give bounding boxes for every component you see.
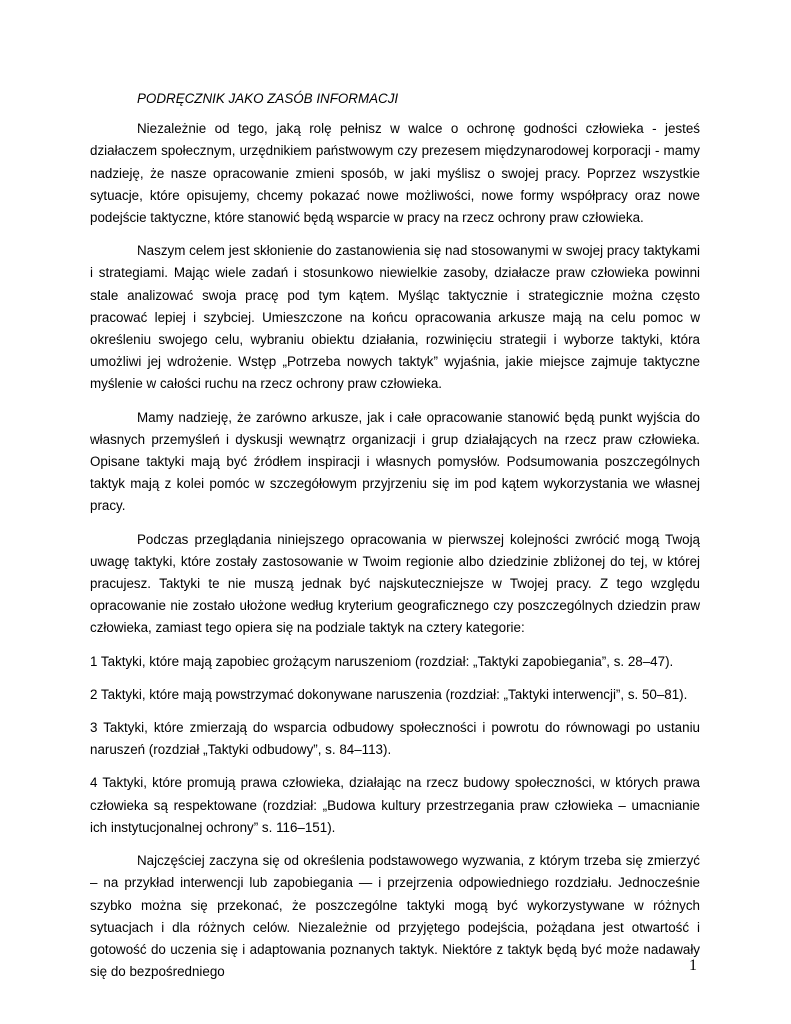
- section-title: PODRĘCZNIK JAKO ZASÓB INFORMACJI: [137, 91, 399, 106]
- list-item: 1 Taktyki, które mają zapobiec grożącym naruszeniom (rozdział: „Taktyki zapobiegania”, s. 28–47).: [90, 653, 674, 669]
- paragraph-hope: Mamy nadzieję, że zarówno arkusze, jak i całe opracowanie stanowić będą punkt wyjścia do własnych przemyśleń i dyskusji wewnątrz organizacji i grup działających na rzecz praw człowieka. Opisane taktyki mają być źródłem inspiracji i własnych pomysłów. Podsumowania poszczególnych taktyk mają z kolei pomóc w szczegółowym przyjrzeniu się im pod kątem wykorzystania we własnej pracy.: [90, 409, 700, 514]
- paragraph-closing: Najczęściej zaczyna się od określenia podstawowego wyzwania, z którym trzeba się zmierzyć – na przykład interwencji lub zapobiegania — i przejrzenia odpowiedniego rozdziału. Jednocześnie szybko można się przekonać, że poszczególne taktyki mogą być wykorzystywane w różnych sytuacjach i dla różnych celów. Niezależnie od przyjętego podejścia, pożądana jest otwartość i gotowość do uczenia się i adaptowania poznanych taktyk. Niektóre z taktyk będą być może nadawały się do bezpośredniego: [90, 853, 700, 980]
- list-item: 2 Taktyki, które mają powstrzymać dokonywane naruszenia (rozdział: „Taktyki interwencji”, s. 50–81).: [90, 686, 688, 702]
- list-item: 4 Taktyki, które promują prawa człowieka, działając na rzecz budowy społeczności, w których prawa człowieka są respektowane (rozdział: „Budowa kultury przestrzegania praw człowieka – umacnianie ich instytucjonalnej ochrony” s. 116–151).: [90, 775, 700, 835]
- list-item: 3 Taktyki, które zmierzają do wsparcia odbudowy społeczności i powrotu do równowagi po ustaniu naruszeń (rozdział „Taktyki odbudowy”, s. 84–113).: [90, 720, 700, 758]
- paragraph-intro: Niezależnie od tego, jaką rolę pełnisz w walce o ochronę godności człowieka - jesteś działaczem społecznym, urzędnikiem państwowym czy prezesem międzynarodowej korporacji - mamy nadzieję, że nasze opracowanie zmieni sposób, w jaki myślisz o swojej pracy. Poprzez wszystkie sytuacje, które opisujemy, chcemy pokazać nowe możliwości, nowe formy współpracy oraz nowe podejście taktyczne, które stanowić będą wsparcie w pracy na rzecz ochrony praw człowieka.: [90, 121, 700, 226]
- paragraph-goal: Naszym celem jest skłonienie do zastanowienia się nad stosowanymi w swojej pracy taktykami i strategiami. Mając wiele zadań i stosunkowo niewielkie zasoby, działacze praw człowieka powinni stale analizować swoja pracę pod tym kątem. Myśląc taktycznie i strategicznie można często pracować lepiej i szybciej. Umieszczone na końcu opracowania arkusze mają na celu pomoc w określeniu swojego celu, wybraniu obiektu działania, rozwinięciu strategii i wyborze taktyki, która umożliwi jej wdrożenie. Wstęp „Potrzeba nowych taktyk” wyjaśnia, jakie miejsce zajmuje taktyczne myślenie w całości ruchu na rzecz ochrony praw człowieka.: [90, 243, 700, 392]
- paragraph-structure: Podczas przeglądania niniejszego opracowania w pierwszej kolejności zwrócić mogą Twoją uwagę taktyki, które zostały zastosowanie w Twoim regionie albo dziedzinie zbliżonej do tej, w której pracujesz. Taktyki te nie muszą jednak być najskuteczniejsze w Twojej pracy. Z tego względu opracowanie nie zostało ułożone według kryterium geograficznego czy poszczególnych dziedzin praw człowieka, zamiast tego opiera się na podziale taktyk na cztery kategorie:: [90, 531, 700, 636]
- page-number: 1: [689, 957, 697, 974]
- document-page: [90, 88, 700, 994]
